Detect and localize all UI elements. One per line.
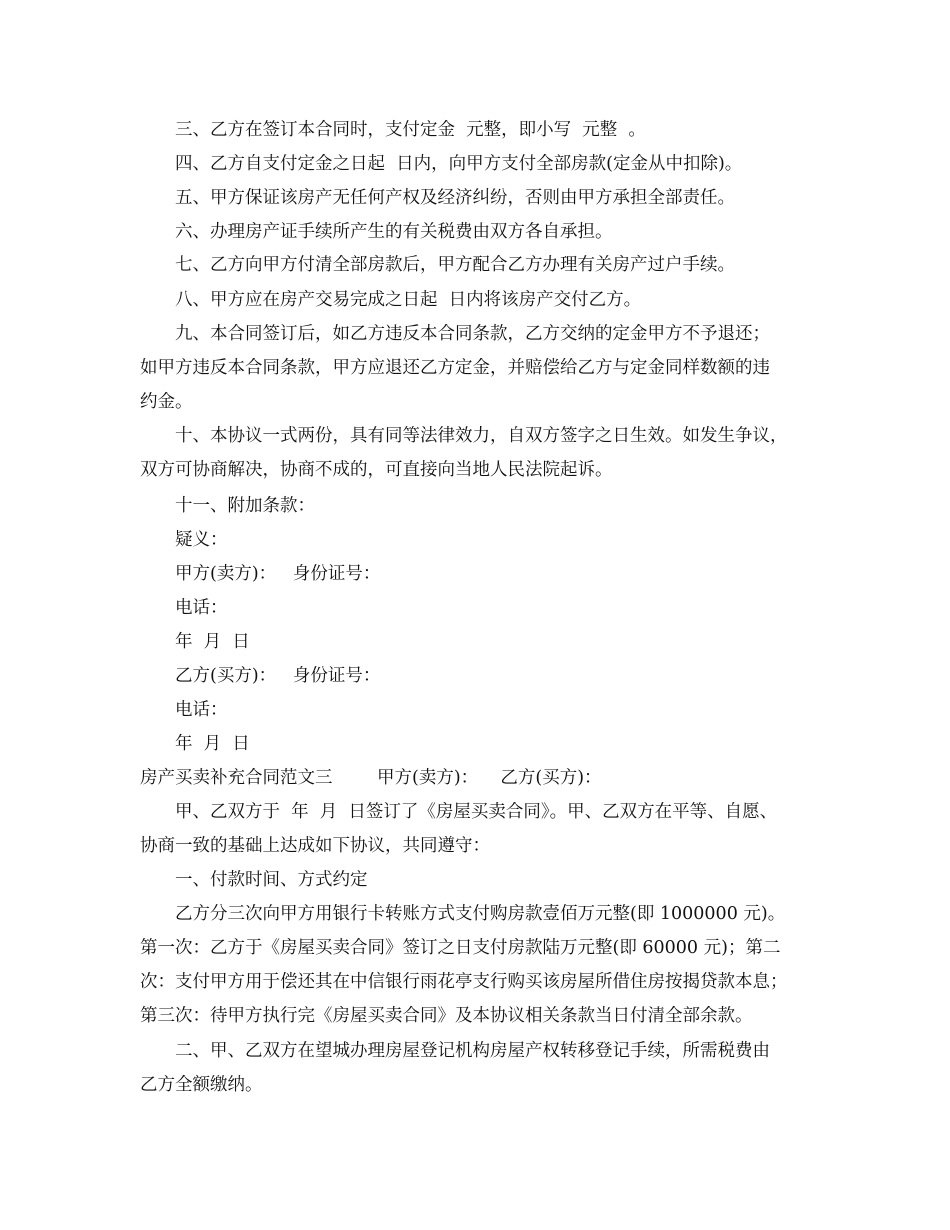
clause-7: 七、乙方向甲方付清全部房款后，甲方配合乙方办理有关房产过户手续。 xyxy=(175,255,735,275)
payment-line-2: 第一次：乙方于《房屋买卖合同》签订之日支付房款陆万元整(即 60000 元)；第二 xyxy=(140,938,781,958)
payment-line-3: 次：支付甲方用于偿还其在中信银行雨花亭支行购买该房屋所借住房按揭贷款本息； xyxy=(140,972,788,992)
clause-4: 四、乙方自支付定金之日起 日内，向甲方支付全部房款(定金从中扣除)。 xyxy=(175,154,743,174)
party-a-date: 年 月 日 xyxy=(175,632,250,652)
clause-10-line-2: 双方可协商解决，协商不成的，可直接向当地人民法院起诉。 xyxy=(140,460,613,480)
registration-clause-line-2: 乙方全额缴纳。 xyxy=(140,1075,263,1095)
party-b-phone: 电话： xyxy=(175,700,228,720)
clause-8: 八、甲方应在房产交易完成之日起 日内将该房产交付乙方。 xyxy=(175,290,642,310)
payment-line-1: 乙方分三次向甲方用银行卡转账方式支付购房款壹佰万元整(即 1000000 元)。 xyxy=(175,904,786,924)
clause-10-line-1: 十、本协议一式两份，具有同等法律效力，自双方签字之日生效。如发生争议， xyxy=(175,426,788,446)
payment-section-heading: 一、付款时间、方式约定 xyxy=(175,870,368,890)
doubts-label: 疑义： xyxy=(175,530,228,550)
clause-9-line-3: 约金。 xyxy=(140,392,193,412)
intro-line-2: 协商一致的基础上达成如下协议，共同遵守： xyxy=(140,836,490,856)
sample-three-heading: 房产买卖补充合同范文三 甲方(卖方)： 乙方(买方)： xyxy=(140,768,602,788)
registration-clause-line-1: 二、甲、乙双方在望城办理房屋登记机构房屋产权转移登记手续，所需税费由 xyxy=(175,1041,770,1061)
clause-5: 五、甲方保证该房产无任何产权及经济纠纷，否则由甲方承担全部责任。 xyxy=(175,188,735,208)
clause-6: 六、办理房产证手续所产生的有关税费由双方各自承担。 xyxy=(175,222,613,242)
payment-line-4: 第三次：待甲方执行完《房屋买卖合同》及本协议相关条款当日付清全部余款。 xyxy=(140,1006,753,1026)
clause-9-line-1: 九、本合同签订后，如乙方违反本合同条款，乙方交纳的定金甲方不予退还； xyxy=(175,324,770,344)
party-a-phone: 电话： xyxy=(175,598,228,618)
clause-3: 三、乙方在签订本合同时，支付定金 元整，即小写 元整 。 xyxy=(175,120,646,140)
intro-line-1: 甲、乙双方于 年 月 日签订了《房屋买卖合同》。甲、乙双方在平等、自愿、 xyxy=(175,802,778,822)
party-a-signature-line: 甲方(卖方)： 身份证号： xyxy=(175,564,381,584)
clause-9-line-2: 如甲方违反本合同条款，甲方应退还乙方定金，并赔偿给乙方与定金同样数额的违 xyxy=(140,358,770,378)
party-b-signature-line: 乙方(买方)： 身份证号： xyxy=(175,666,381,686)
party-b-date: 年 月 日 xyxy=(175,734,250,754)
clause-11: 十一、附加条款： xyxy=(175,496,315,516)
